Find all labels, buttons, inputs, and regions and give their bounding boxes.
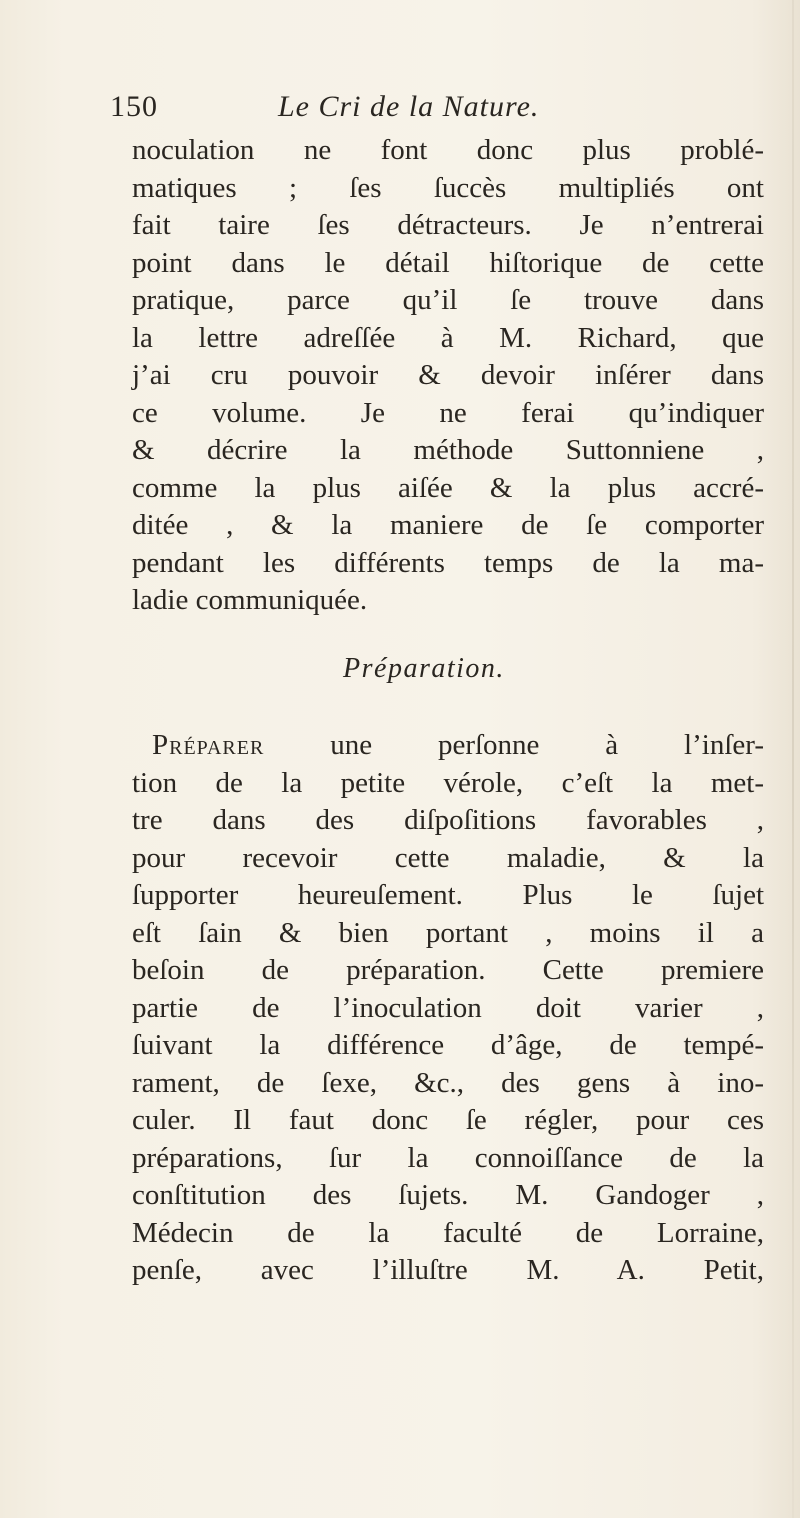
first-word: Préparer	[152, 729, 265, 761]
text-line: ſuivant la différence d’âge, de tempé-	[132, 1029, 764, 1061]
text-line: comme la plus aiſée & la plus accré-	[132, 471, 764, 504]
section-heading	[0, 653, 800, 685]
text-line: fait taire ſes détracteurs. Je n’entrerai	[132, 209, 764, 241]
page-edge	[792, 0, 794, 1518]
text-line: noculation ne font donc plus problé-	[132, 134, 764, 166]
section-heading-text: Préparation.	[343, 653, 505, 684]
text-line: Médecin de la faculté de Lorraine,	[132, 1216, 764, 1249]
text-line: préparations, ſur la connoiſſance de la	[132, 1141, 764, 1174]
text-line: j’ai cru pouvoir & devoir inſérer dans	[132, 359, 764, 391]
page-number: 150	[110, 90, 158, 123]
page-header	[110, 88, 750, 128]
text-line: pendant les différents temps de la ma-	[132, 546, 764, 579]
running-title: Le Cri de la Nature.	[278, 90, 540, 123]
paragraph-1	[132, 132, 764, 620]
first-line-rest: une perſonne à l’inſer-	[264, 729, 764, 761]
text-line: conſtitution des ſujets. M. Gandoger ,	[132, 1179, 764, 1211]
text-line: & décrire la méthode Suttonniene ,	[132, 434, 764, 466]
text-line: ditée , & la maniere de ſe comporter	[132, 509, 764, 541]
text-line: beſoin de préparation. Cette premiere	[132, 954, 764, 986]
text-line: point dans le détail hiſtorique de cette	[132, 246, 764, 279]
text-line: pratique, parce qu’il ſe trouve dans	[132, 284, 764, 316]
text-line: pour recevoir cette maladie, & la	[132, 841, 764, 874]
text-line: matiques ; ſes ſuccès multipliés ont	[132, 171, 764, 204]
text-line: tre dans des diſpoſitions favorables ,	[132, 804, 764, 836]
text-line: tion de la petite vérole, c’eſt la met-	[132, 766, 764, 799]
text-line: la lettre adreſſée à M. Richard, que	[132, 321, 764, 354]
text-line: partie de l’inoculation doit varier ,	[132, 991, 764, 1024]
text-line: ladie communiquée.	[132, 584, 368, 616]
text-line: culer. Il faut donc ſe régler, pour ces	[132, 1104, 764, 1136]
text-line: eſt ſain & bien portant , moins il a	[132, 916, 764, 949]
text-line: rament, de ſexe, &c., des gens à ino-	[132, 1066, 764, 1099]
text-line: ce volume. Je ne ferai qu’indiquer	[132, 396, 764, 429]
text-line: ſupporter heureuſement. Plus le ſujet	[132, 879, 764, 911]
paragraph-2	[132, 727, 764, 1290]
text-line-first	[132, 727, 764, 765]
text-line: penſe, avec l’illuſtre M. A. Petit,	[132, 1254, 764, 1286]
